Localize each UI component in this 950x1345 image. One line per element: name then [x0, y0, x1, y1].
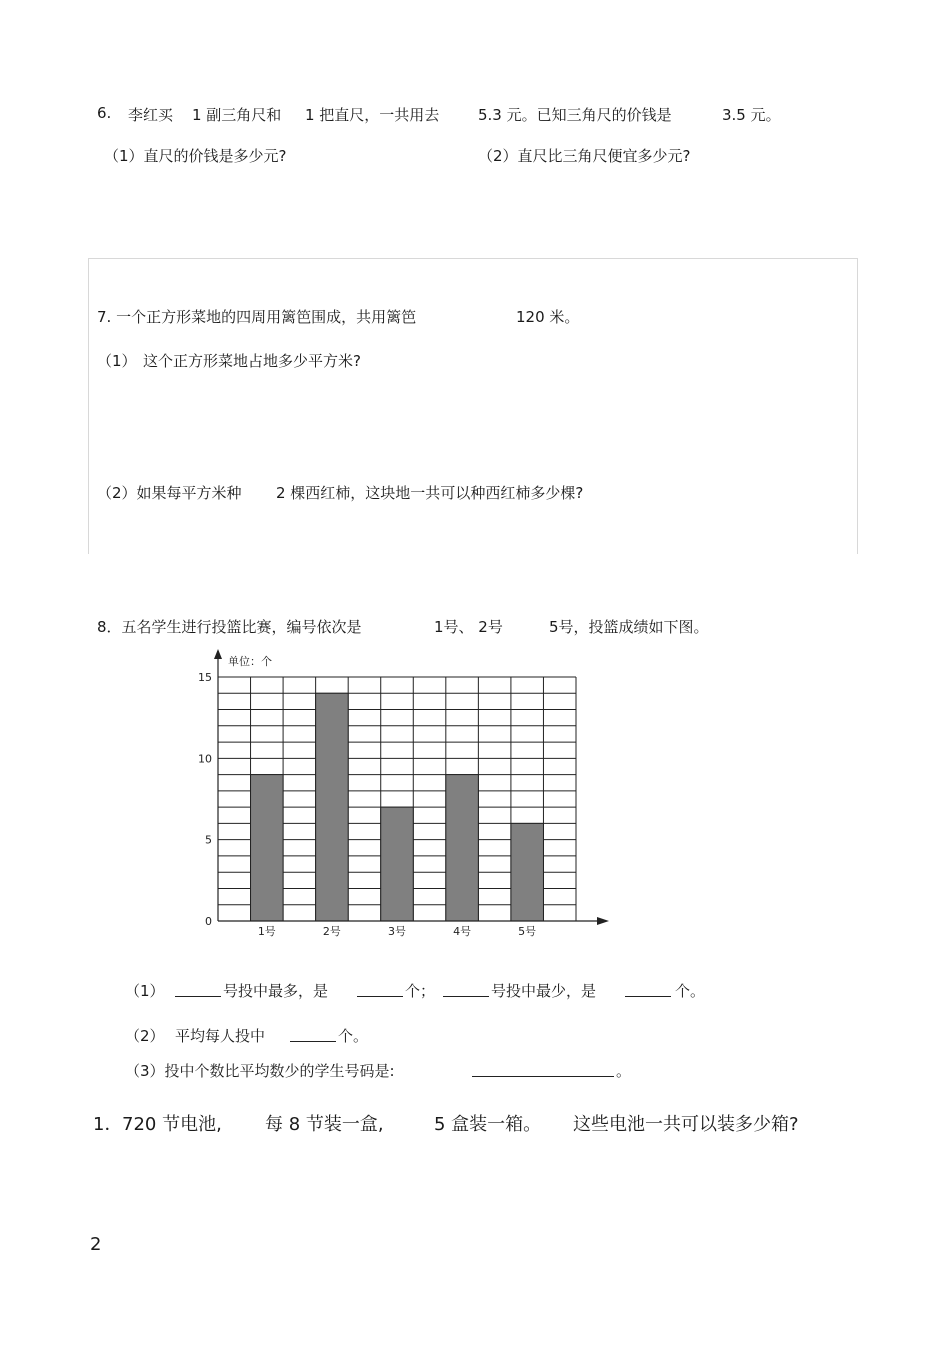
y-axis-arrow	[214, 649, 222, 659]
q7-frame	[88, 258, 858, 554]
x-axis-arrow	[597, 917, 609, 925]
extra-q-text-a: 720 节电池,	[122, 1114, 222, 1135]
x-tick-label: 5号	[518, 925, 537, 938]
q6-sub1: （1）直尺的价钱是多少元?	[104, 147, 287, 165]
q6-text-4: 5.3 元。已知三角尺的价钱是	[478, 106, 672, 124]
y-tick-label: 10	[198, 752, 212, 766]
extra-q-text-d: 这些电池一共可以装多少箱?	[573, 1114, 799, 1135]
page-number: 2	[90, 1234, 102, 1255]
q6-text-5: 3.5 元。	[722, 106, 781, 124]
q8-sub1-blank-1[interactable]	[175, 982, 221, 997]
chart-bar	[251, 775, 284, 921]
extra-q-text-b: 每 8 节装一盒,	[265, 1114, 384, 1135]
q8-sub1-blank-2[interactable]	[357, 982, 403, 997]
q8-sub3-blank[interactable]	[472, 1062, 614, 1077]
q7-sub2-text-b: 2 棵西红柿，这块地一共可以种西红柿多少棵?	[276, 484, 584, 502]
q8-sub1-text-c: 号投中最少，是	[491, 982, 597, 1000]
q8-sub2-number: （2）	[125, 1027, 165, 1045]
q8-text-3: 5号，投篮成绩如下图。	[549, 618, 709, 636]
q7-sub1-text: 这个正方形菜地占地多少平方米?	[143, 352, 361, 370]
q8-sub3-text-b: 。	[616, 1062, 632, 1080]
x-tick-label: 2号	[322, 925, 341, 938]
chart-bar	[446, 775, 479, 921]
q6-sub2: （2）直尺比三角尺便宜多少元?	[478, 147, 691, 165]
q8-sub2-text-a: 平均每人投中	[175, 1027, 266, 1045]
extra-q-text-c: 5 盒装一箱。	[434, 1114, 542, 1135]
q8-sub3-text-a: （3）投中个数比平均数少的学生号码是:	[125, 1062, 395, 1080]
q8-sub2-blank[interactable]	[290, 1027, 336, 1042]
q8-sub1-number: （1）	[125, 982, 165, 1000]
x-tick-label: 1号	[257, 925, 276, 938]
q7-text-2: 120 米。	[516, 308, 580, 326]
chart-bar	[511, 823, 544, 921]
chart-bar	[316, 693, 349, 921]
x-tick-label: 4号	[453, 925, 472, 938]
q7-sub1-number: （1）	[97, 352, 137, 370]
y-tick-label: 15	[198, 671, 212, 684]
q8-sub1-text-b: 个；	[405, 982, 436, 1000]
unit-label: 单位：个	[228, 655, 272, 668]
y-tick-label: 5	[205, 833, 212, 847]
q8-text-2: 1号、 2号	[434, 618, 503, 636]
chart-labels	[198, 655, 536, 938]
q6-text-2: 1 副三角尺和	[192, 106, 282, 124]
x-tick-label: 3号	[388, 925, 406, 938]
q8-sub2-text-b: 个。	[338, 1027, 369, 1045]
chart-bar	[381, 807, 414, 921]
q8-sub1-text-d: 个。	[675, 982, 706, 1000]
q8-sub1-blank-4[interactable]	[625, 982, 671, 997]
q7-text-1: 7. 一个正方形菜地的四周用篱笆围成，共用篱笆	[97, 308, 417, 326]
q6-number: 6.	[97, 104, 112, 122]
q8-text-1: 8．五名学生进行投篮比赛，编号依次是	[97, 618, 362, 636]
q8-sub1-blank-3[interactable]	[443, 982, 489, 997]
q6-text-1: 李红买	[128, 106, 174, 124]
q8-sub1-text-a: 号投中最多，是	[223, 982, 329, 1000]
q6-text-3: 1 把直尺，一共用去	[305, 106, 440, 124]
q7-sub2-text-a: （2）如果每平方米种	[97, 484, 242, 502]
basketball-bar-chart	[185, 645, 625, 945]
y-tick-label: 0	[205, 915, 212, 928]
extra-q-number: 1．	[93, 1114, 123, 1135]
q6-line	[97, 104, 111, 122]
